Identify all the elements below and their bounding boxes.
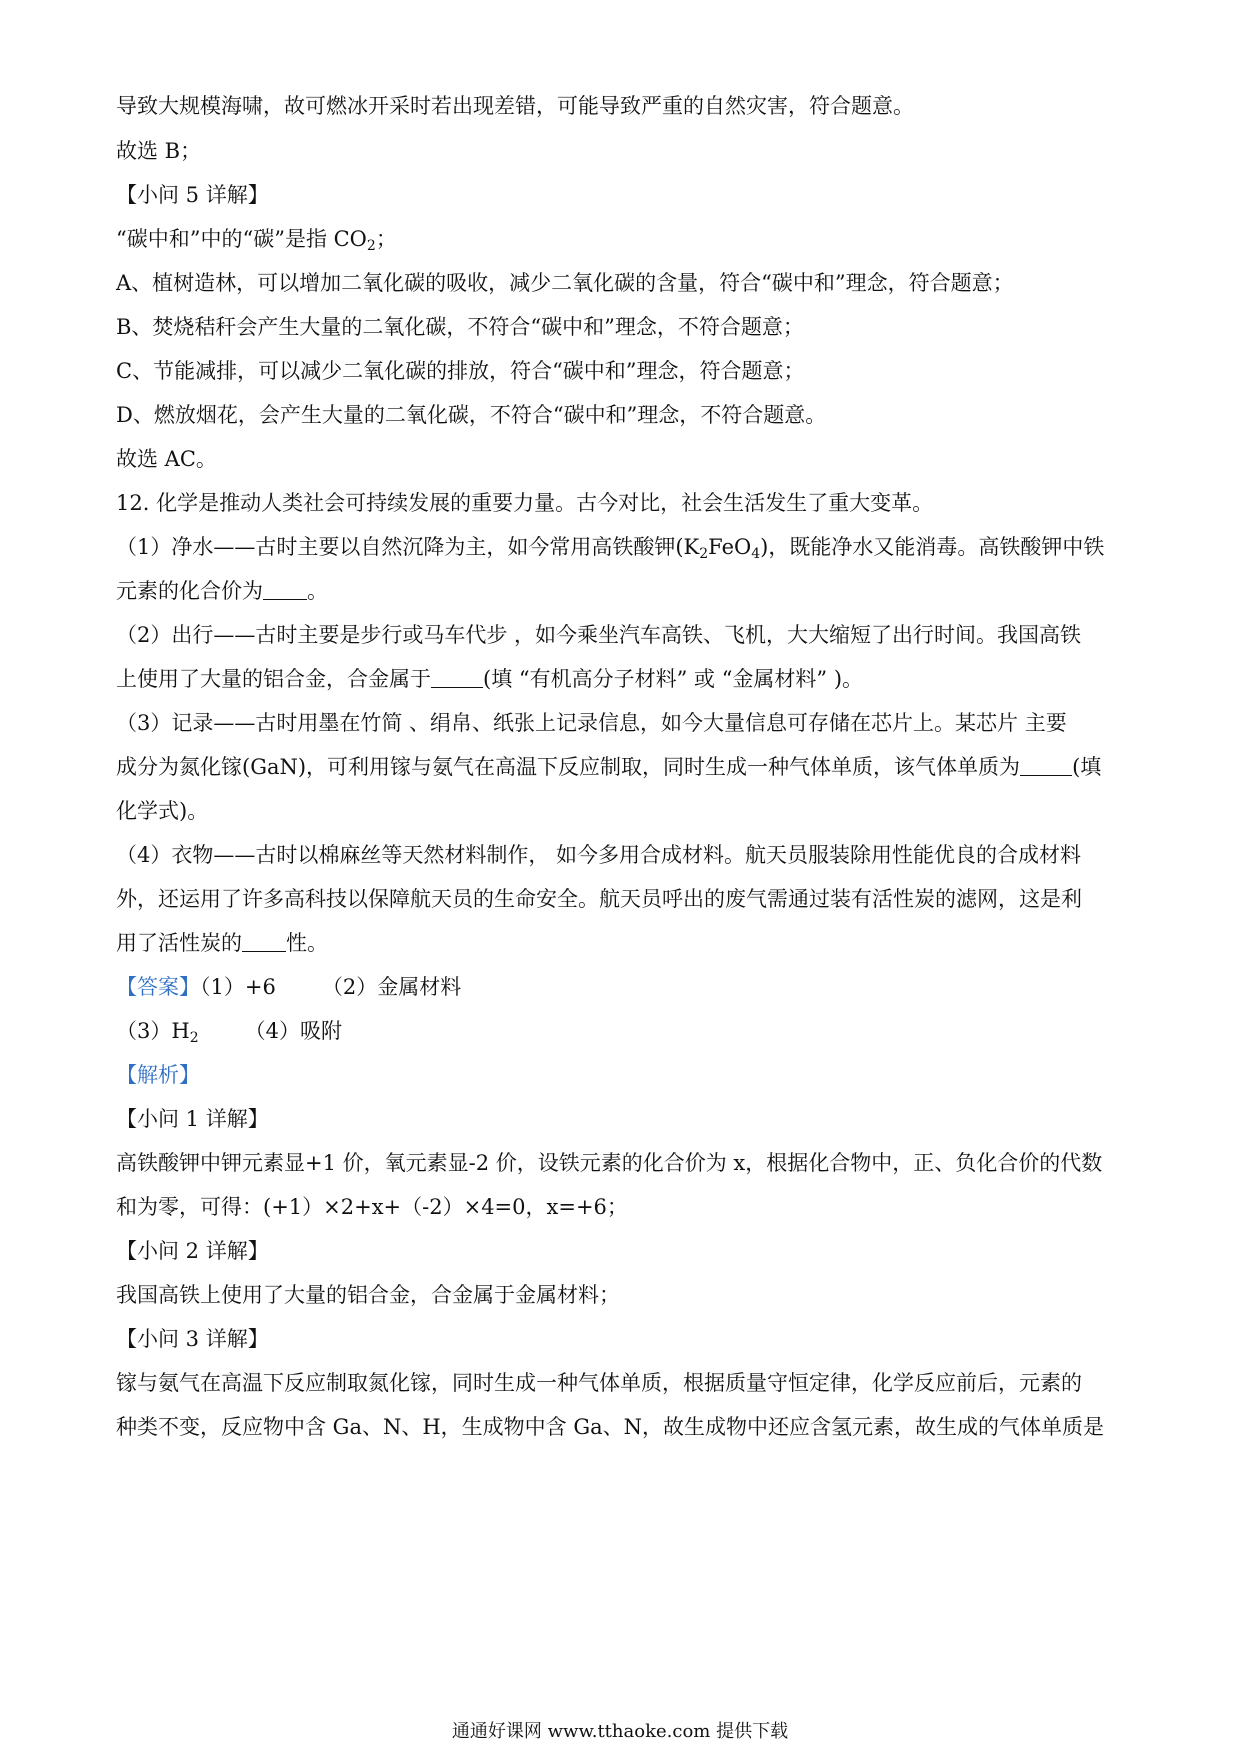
- answer-line: $(3)H_2$ （4）吸附: [116, 1019, 342, 1046]
- option-c: C、节能减排，可以减少二氧化碳的排放，符合“碳中和”理念，符合题意；: [116, 359, 805, 383]
- answer-blank: [263, 579, 307, 600]
- text-line: 外，还运用了许多高科技以保障航天员的生命安全。航天员呼出的废气需通过装有活性炭的滤网，这是利: [116, 887, 1082, 911]
- section-heading: 【小问 5 详解】: [116, 183, 269, 207]
- answer-blank: [431, 667, 483, 688]
- answer-line: 【答案】（1）+6 （2）金属材料: [116, 975, 462, 999]
- text-line: 上使用了大量的铝合金，合金属于 (填 “有机高分子材料” 或 “金属材料” )。: [116, 667, 864, 691]
- section-heading: 【小问 3 详解】: [116, 1327, 269, 1351]
- text-line: 种类不变，反应物中含 Ga、N、H，生成物中含 Ga、N，故生成物中还应含氢元素，故生成的气体单质是: [116, 1415, 1105, 1439]
- text-line: 元素的化合价为 。: [116, 579, 328, 603]
- text-line: 我国高铁上使用了大量的铝合金，合金属于金属材料；: [116, 1283, 620, 1307]
- text-line: 用了活性炭的 性。: [116, 931, 328, 955]
- text-line: 高铁酸钾中钾元素显+1 价，氧元素显-2 价，设铁元素的化合价为 x，根据化合物中，正、负化合价的代数: [116, 1151, 1103, 1175]
- question-part-3: （3）记录——古时用墨在竹简 、绢帛、纸张上记录信息，如今大量信息可存储在芯片上。某芯片 主要: [116, 711, 1067, 735]
- text-line: 导致大规模海啸，故可燃冰开采时若出现差错，可能导致严重的自然灾害，符合题意。: [116, 94, 914, 118]
- option-d: D、燃放烟花，会产生大量的二氧化碳，不符合“碳中和”理念，不符合题意。: [116, 403, 827, 427]
- question-part-4: （4）衣物——古时以棉麻丝等天然材料制作， 如今多用合成材料。航天员服装除用性能优良的合成材料: [116, 843, 1082, 867]
- text-line: 和为零，可得：(+1）×2+x+（-2）×4=0，x=+6；: [116, 1195, 628, 1219]
- text-line: 镓与氨气在高温下反应制取氮化镓，同时生成一种气体单质，根据质量守恒定律，化学反应前后，元素的: [116, 1371, 1082, 1395]
- answer-blank: [242, 931, 286, 952]
- text-line: “碳中和”中的“碳”是指 $CO_2$；: [116, 227, 397, 254]
- question-12-title: 12. 化学是推动人类社会可持续发展的重要力量。古今对比，社会生活发生了重大变革。: [116, 491, 934, 515]
- question-part-2: （2）出行——古时主要是步行或马车代步 ，如今乘坐汽车高铁、飞机，大大缩短了出行时间。我国高铁: [116, 623, 1082, 647]
- option-b: B、焚烧秸秆会产生大量的二氧化碳，不符合“碳中和”理念，不符合题意；: [116, 315, 804, 339]
- text-line: 成分为氮化镓(GaN)，可利用镓与氨气在高温下反应制取，同时生成一种气体单质，该气体单质为 (填: [116, 755, 1102, 779]
- answer-blank: [1020, 755, 1072, 776]
- question-part-1: （1）净水——古时主要以自然沉降为主，如今常用高铁酸钾$(K_2FeO_4)$，既能净水又能消毒。高铁酸钾中铁: [116, 535, 1105, 562]
- option-a: A、植树造林，可以增加二氧化碳的吸收，减少二氧化碳的含量，符合“碳中和”理念，符合题意；: [116, 271, 1014, 295]
- text-line: 化学式)。: [116, 799, 209, 823]
- text-line: 故选 B；: [116, 139, 202, 163]
- text-line: 故选 AC。: [116, 447, 217, 471]
- section-heading: 【小问 1 详解】: [116, 1107, 269, 1131]
- page-footer: 通通好课网 www.tthaoke.com 提供下载: [451, 1721, 789, 1742]
- analysis-label: 【解析】: [116, 1063, 200, 1087]
- section-heading: 【小问 2 详解】: [116, 1239, 269, 1263]
- answer-label: 【答案】: [116, 975, 200, 999]
